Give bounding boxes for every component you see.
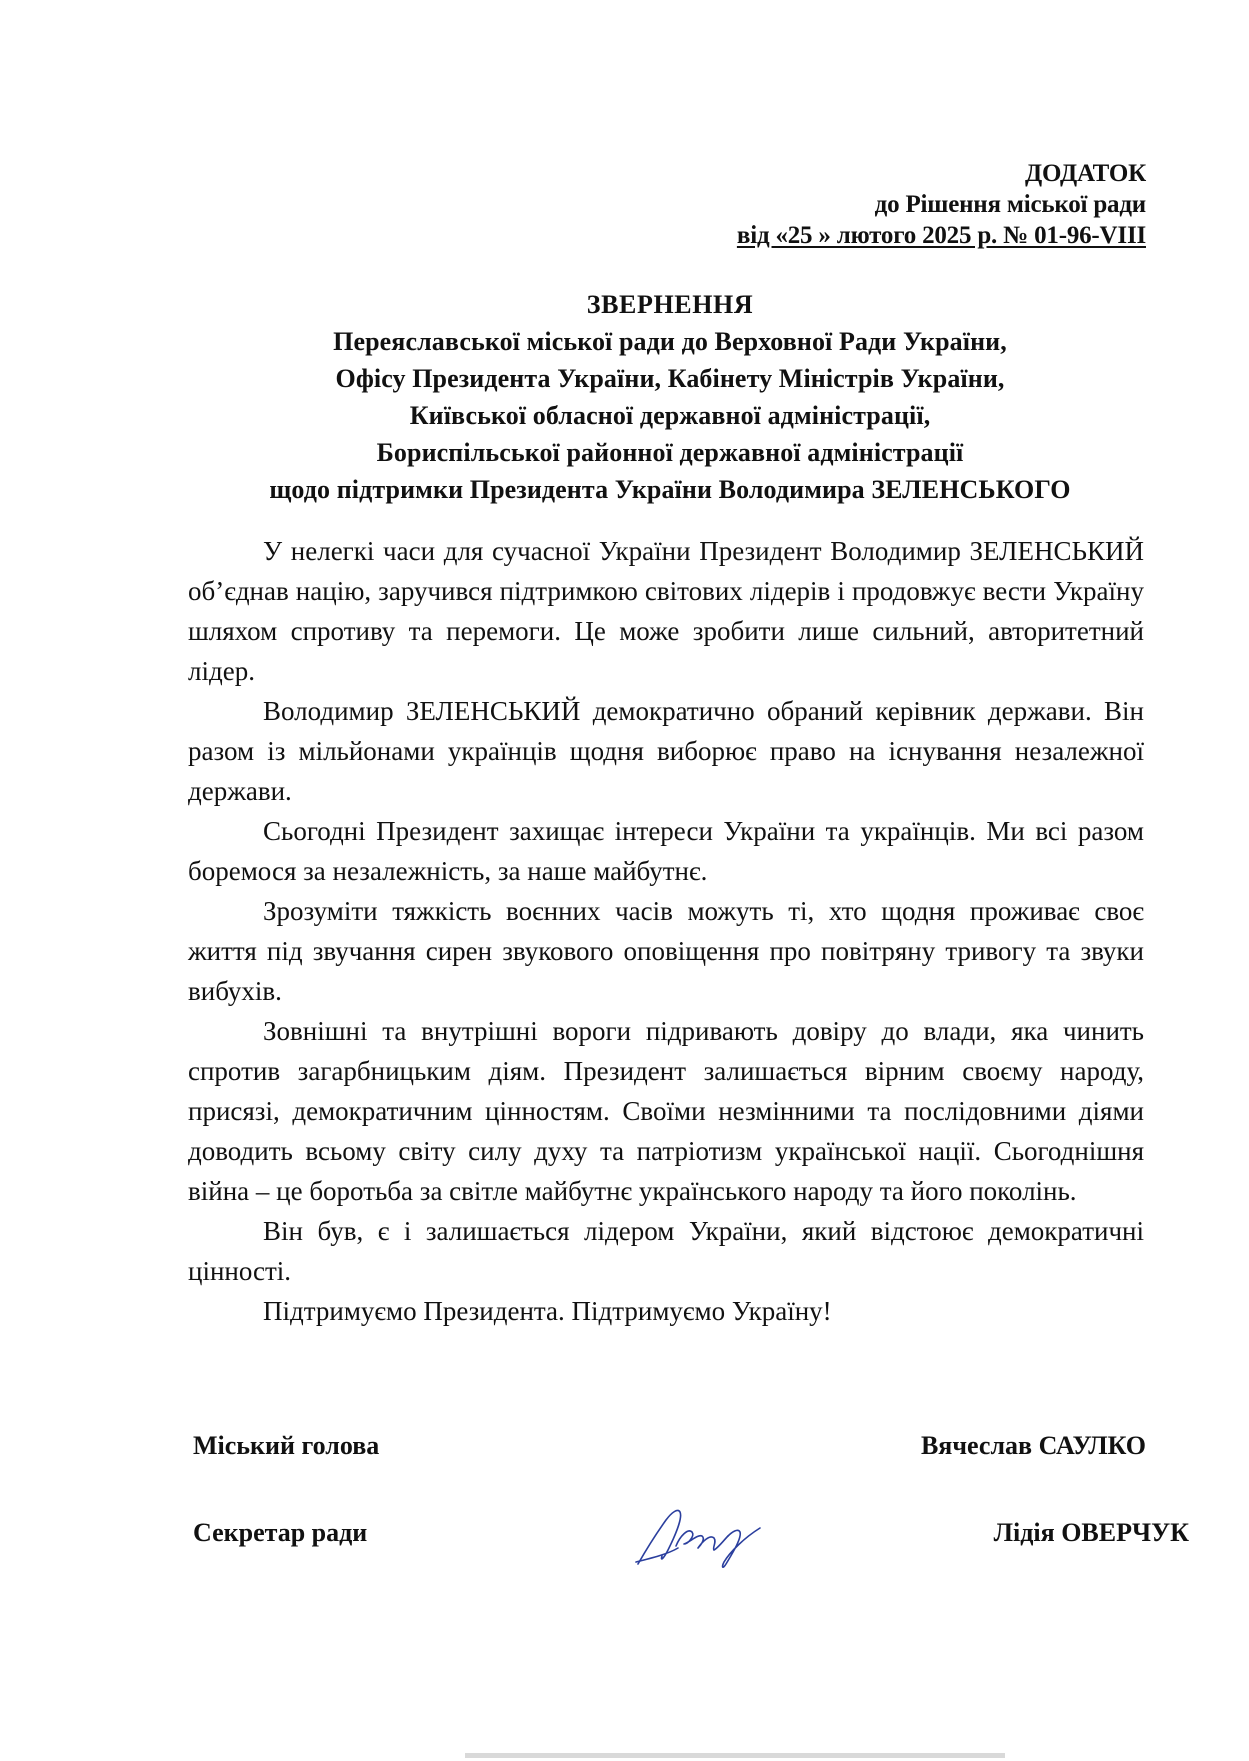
body-paragraph: Підтримуємо Президента. Підтримуємо Україну!: [263, 1296, 832, 1326]
heading-line: Переяславської міської ради до Верховної Ради України,: [333, 327, 1007, 356]
heading-line: Київської обласної державної адміністрації,: [409, 401, 931, 430]
body-paragraph: У нелегкі часи для сучасної України Президент Володимир ЗЕЛЕНСЬКИЙ об’єднав націю, заручився підтримкою світових лідерів і продовжує вести Україну шляхом спротиву та перемоги. Це може зробити лише сильний, авторитетний лідер.: [188, 536, 1144, 686]
mayor-title: Міський голова: [193, 1431, 380, 1460]
annex-block: [737, 158, 1146, 251]
mayor-name: Вячеслав САУЛКО: [920, 1431, 1146, 1460]
bottom-scan-rule: [465, 1753, 1005, 1758]
handwritten-signature-icon: [628, 1498, 768, 1570]
annex-decision-line: до Рішення міської ради: [874, 191, 1146, 218]
annex-reference: від «25 » лютого 2025 р. № 01-96-VIII: [736, 222, 1146, 249]
document-title: ЗВЕРНЕННЯ: [586, 290, 754, 319]
body-paragraph: Сьогодні Президент захищає інтереси України та українців. Ми всі разом боремося за незалежність, за наше майбутнє.: [188, 816, 1144, 886]
document-body: [188, 531, 1144, 1331]
secretary-name: Лідія ОВЕРЧУК: [993, 1518, 1189, 1547]
heading-line: Бориспільської районної державної адміністрації: [376, 438, 964, 467]
body-paragraph: Він був, є і залишається лідером України, який відстоює демократичні цінності.: [188, 1216, 1144, 1286]
secretary-title: Секретар ради: [193, 1518, 368, 1547]
body-paragraph: Володимир ЗЕЛЕНСЬКИЙ демократично обраний керівник держави. Він разом із мільйонами українців щодня виборює право на існування незалежної держави.: [188, 696, 1144, 806]
heading-line: Офісу Президента України, Кабінету Міністрів України,: [335, 364, 1005, 393]
annex-label: ДОДАТОК: [1025, 160, 1146, 187]
heading-line: щодо підтримки Президента України Володимира ЗЕЛЕНСЬКОГО: [269, 475, 1071, 504]
body-paragraph: Зовнішні та внутрішні вороги підривають довіру до влади, яка чинить спротив загарбницьким діям. Президент залишається вірним своєму народу, присязі, демократичним цінностям. Своїми незмінними та послідовними діями доводить всьому світу силу духу та патріотизм української нації. Сьогоднішня війна – це боротьба за світле майбутнє українського народу та його поколінь.: [188, 1016, 1144, 1206]
document-heading: [150, 286, 1190, 508]
body-paragraph: Зрозуміти тяжкість воєнних часів можуть ті, хто щодня проживає своє життя під звучання сирен звукового оповіщення про повітряну тривогу та звуки вибухів.: [188, 896, 1144, 1006]
